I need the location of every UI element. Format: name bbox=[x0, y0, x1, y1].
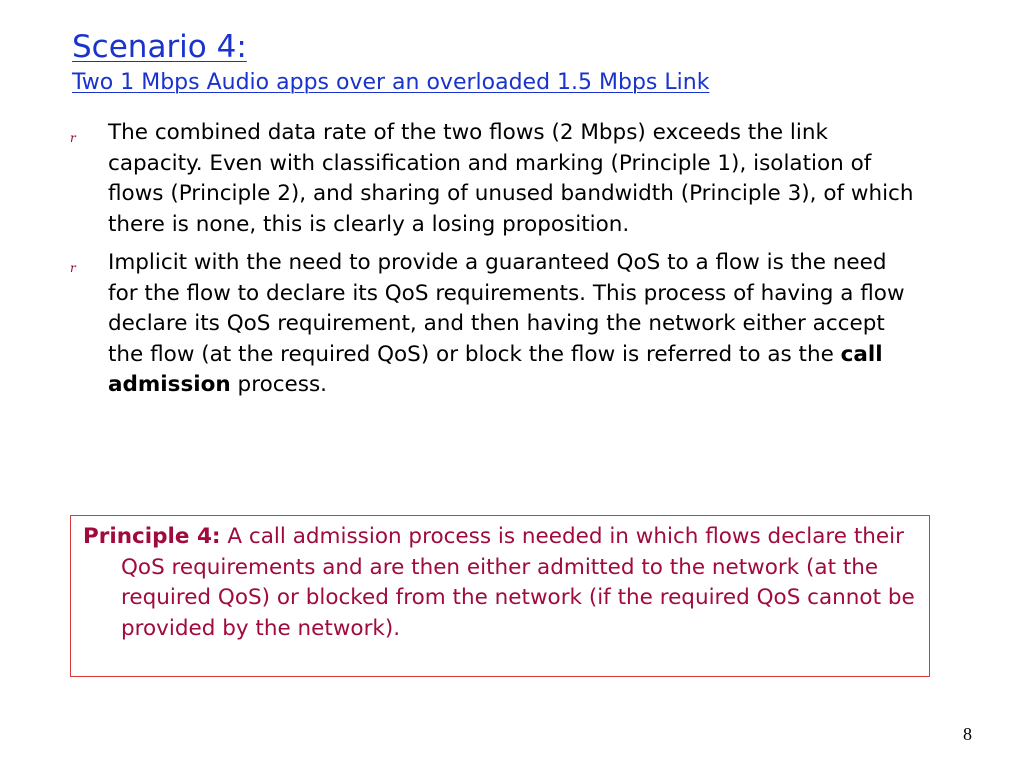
slide-subtitle: Two 1 Mbps Audio apps over an overloaded 1.5 Mbps Link bbox=[72, 70, 710, 95]
principle-box bbox=[70, 515, 930, 677]
bullet-list bbox=[70, 118, 920, 409]
title-block bbox=[72, 28, 972, 98]
page-number: 8 bbox=[963, 724, 972, 744]
bullet-item bbox=[70, 248, 920, 401]
bullet-bold-term: call admission bbox=[108, 341, 883, 397]
slide-title: Scenario 4: bbox=[72, 29, 247, 65]
bullet-marker-icon: r bbox=[70, 261, 76, 275]
principle-body: A call admission process is needed in which flows declare their QoS requirements and are then either admitted to the network (at the required QoS) or blocked from the network (if the required QoS cannot be provided by the network). bbox=[121, 524, 915, 641]
bullet-text: The combined data rate of the two flows (2 Mbps) exceeds the link capacity. Even with classification and marking (Principle 1), isolation of flows (Principle 2), and sharing of unused bandwidth (Principle 3), of which there is none, this is clearly a losing proposition. bbox=[108, 120, 914, 237]
bullet-marker-icon: r bbox=[70, 131, 76, 145]
bullet-text-end: process. bbox=[230, 372, 328, 397]
bullet-item bbox=[70, 118, 920, 240]
principle-label: Principle 4: bbox=[83, 524, 221, 549]
bullet-text: Implicit with the need to provide a guaranteed QoS to a flow is the need for the flow to declare its QoS requirements. This process of having a flow declare its QoS requirement, and then having the network either accept the flow (at the required QoS) or block the flow is referred to as the bbox=[108, 250, 905, 367]
principle-text bbox=[83, 522, 915, 644]
